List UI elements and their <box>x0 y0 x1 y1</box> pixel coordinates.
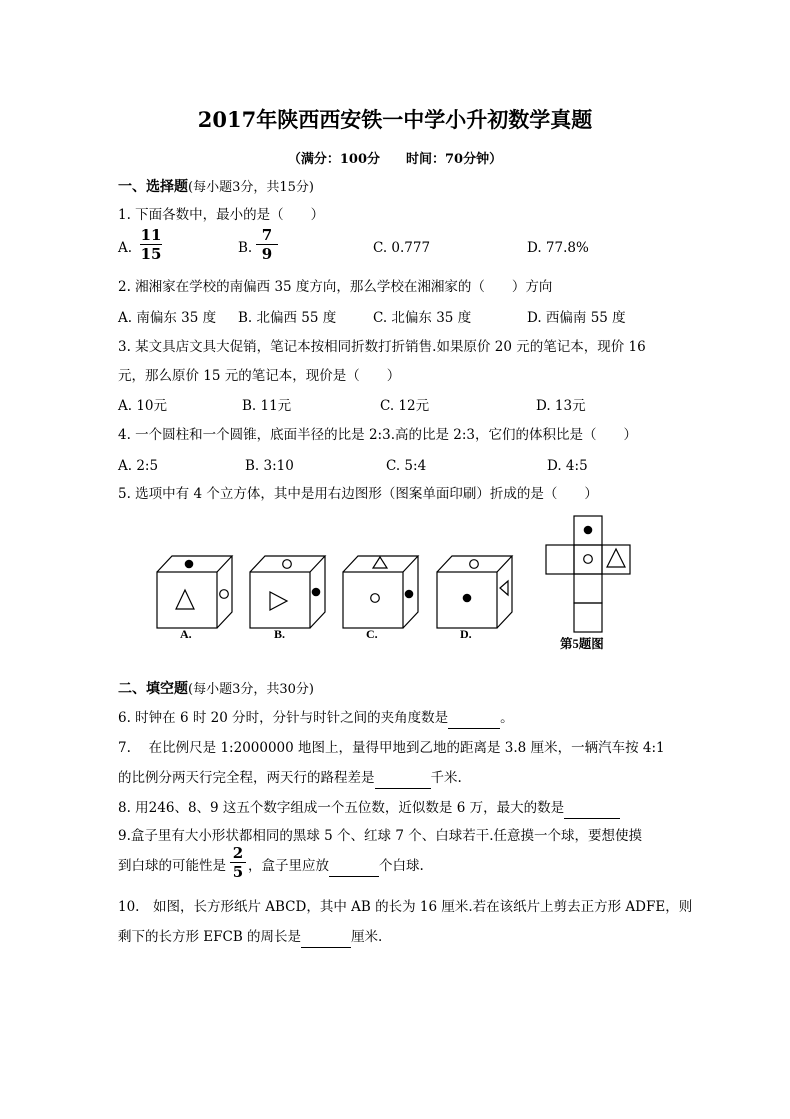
question-5-stem: 5. 选项中有 4 个立方体，其中是用右边图形（图案单面印刷）折成的是（ ） <box>118 486 598 502</box>
section-heading-choice <box>118 176 314 196</box>
cube-a-label: A. <box>180 627 192 641</box>
circle-front <box>371 594 380 603</box>
fraction-numerator: 2 <box>230 844 246 863</box>
black-dot-side <box>312 588 321 597</box>
black-dot-side <box>405 590 414 599</box>
question-9-line-1: 9.盒子里有大小形状都相同的黑球 5 个、红球 7 个、白球若干.任意摸一个球，要想使摸 <box>118 828 643 844</box>
q10-text: 剩下的长方形 EFCB 的周长是 <box>118 929 302 945</box>
cube-net <box>546 516 630 632</box>
q9-mid: ，盒子里应放 <box>248 858 329 874</box>
q1-option-a-label: A. <box>118 240 133 256</box>
q1-option-b-label: B. <box>238 240 253 256</box>
triangle-side <box>500 581 508 595</box>
triangle-front <box>176 590 194 609</box>
answer-blank[interactable] <box>329 856 379 877</box>
answer-blank[interactable] <box>301 927 351 948</box>
q9-fraction <box>230 844 246 881</box>
question-7-line-1: 7. 在比例尺是 1:2000000 地图上，量得甲地到乙地的距离是 3.8 厘米，一辆汽车按 4:1 <box>118 740 665 756</box>
answer-blank[interactable] <box>564 798 620 819</box>
cube-a <box>157 556 232 628</box>
q4-option-d: D. 4:5 <box>547 458 588 474</box>
question-4-stem: 4. 一个圆柱和一个圆锥，底面半径的比是 2:3.高的比是 2:3，它们的体积比是（ ） <box>118 427 637 443</box>
fraction-denominator: 15 <box>140 245 162 263</box>
question-5-figure <box>140 512 660 657</box>
q6-end: 。 <box>500 710 514 726</box>
section-note: (每小题3分，共30分) <box>188 682 314 697</box>
cube-c <box>343 556 418 628</box>
black-dot-top <box>185 560 194 569</box>
exam-info: （满分：100分 时间：70分钟） <box>287 152 503 167</box>
q9-text: 到白球的可能性是 <box>118 858 226 874</box>
q10-unit: 厘米. <box>351 929 383 945</box>
q1-option-d: D. 77.8% <box>527 240 589 256</box>
fraction-denominator: 5 <box>232 863 244 881</box>
q3-option-d: D. 13元 <box>536 398 586 414</box>
question-3-line-1: 3. 某文具店文具大促销，笔记本按相同折数打折销售.如果原价 20 元的笔记本，现价 16 <box>118 339 646 355</box>
black-dot-front <box>463 594 472 603</box>
q2-option-b: B. 北偏西 55 度 <box>238 310 337 326</box>
cube-d-label: D. <box>460 627 472 641</box>
answer-blank[interactable] <box>448 708 500 729</box>
question-7-line-2 <box>118 768 462 789</box>
question-8 <box>118 798 620 819</box>
cube-b-label: B. <box>274 627 286 641</box>
section-title: 二、填空题 <box>118 681 188 697</box>
q1-option-b-fraction <box>256 226 278 263</box>
q4-option-b: B. 3:10 <box>245 458 294 474</box>
question-10-line-1: 10. 如图，长方形纸片 ABCD，其中 AB 的长为 16 厘米.若在该纸片上剪去正方形 ADFE，则 <box>118 899 693 915</box>
question-2-stem: 2. 湘湘家在学校的南偏西 35 度方向，那么学校在湘湘家的（ ）方向 <box>118 279 553 295</box>
q6-text: 6. 时钟在 6 时 20 分时，分针与时针之间的夹角度数是 <box>118 710 449 726</box>
answer-blank[interactable] <box>375 768 431 789</box>
q3-option-a: A. 10元 <box>118 398 168 414</box>
circle <box>584 555 593 564</box>
question-1-stem: 1. 下面各数中，最小的是（ ） <box>118 207 325 223</box>
section-heading-fill <box>118 678 314 698</box>
q1-option-c: C. 0.777 <box>373 240 431 256</box>
cube-d <box>437 556 512 628</box>
fraction-numerator: 11 <box>140 226 162 244</box>
question-9-line-2 <box>248 856 424 877</box>
q8-text: 8. 用246、8、9 这五个数字组成一个五位数，近似数是 6 万，最大的数是 <box>118 800 565 816</box>
triangle <box>607 549 625 567</box>
net-caption: 第5题图 <box>560 637 604 651</box>
cube-b <box>250 556 325 628</box>
circle-side <box>220 590 229 599</box>
page-title: 2017年陕西西安铁一中学小升初数学真题 <box>197 107 593 132</box>
q4-option-a: A. 2:5 <box>118 458 159 474</box>
circle-top <box>470 560 479 569</box>
q4-option-c: C. 5:4 <box>386 458 427 474</box>
q7-unit: 千米. <box>430 770 462 786</box>
q2-option-a: A. 南偏东 35 度 <box>118 310 217 326</box>
question-10-line-2 <box>118 927 382 948</box>
q3-option-b: B. 11元 <box>242 398 292 414</box>
fraction-denominator: 9 <box>261 245 273 263</box>
cube-c-label: C. <box>366 627 378 641</box>
question-3-line-2: 元，那么原价 15 元的笔记本，现价是（ ） <box>118 368 401 384</box>
q3-option-c: C. 12元 <box>380 398 430 414</box>
q1-option-a-fraction <box>140 226 162 263</box>
q9-end: 个白球. <box>379 858 424 874</box>
triangle-top <box>373 557 387 568</box>
circle-top <box>283 560 292 569</box>
triangle-front <box>270 592 287 610</box>
black-dot <box>584 526 593 535</box>
q2-option-c: C. 北偏东 35 度 <box>373 310 472 326</box>
q7-text: 的比例分两天行完全程，两天行的路程差是 <box>118 770 375 786</box>
question-6 <box>118 708 514 729</box>
fraction-numerator: 7 <box>256 226 278 245</box>
section-note: (每小题3分，共15分) <box>188 180 314 195</box>
q2-option-d: D. 西偏南 55 度 <box>527 310 626 326</box>
section-title: 一、选择题 <box>118 179 188 195</box>
